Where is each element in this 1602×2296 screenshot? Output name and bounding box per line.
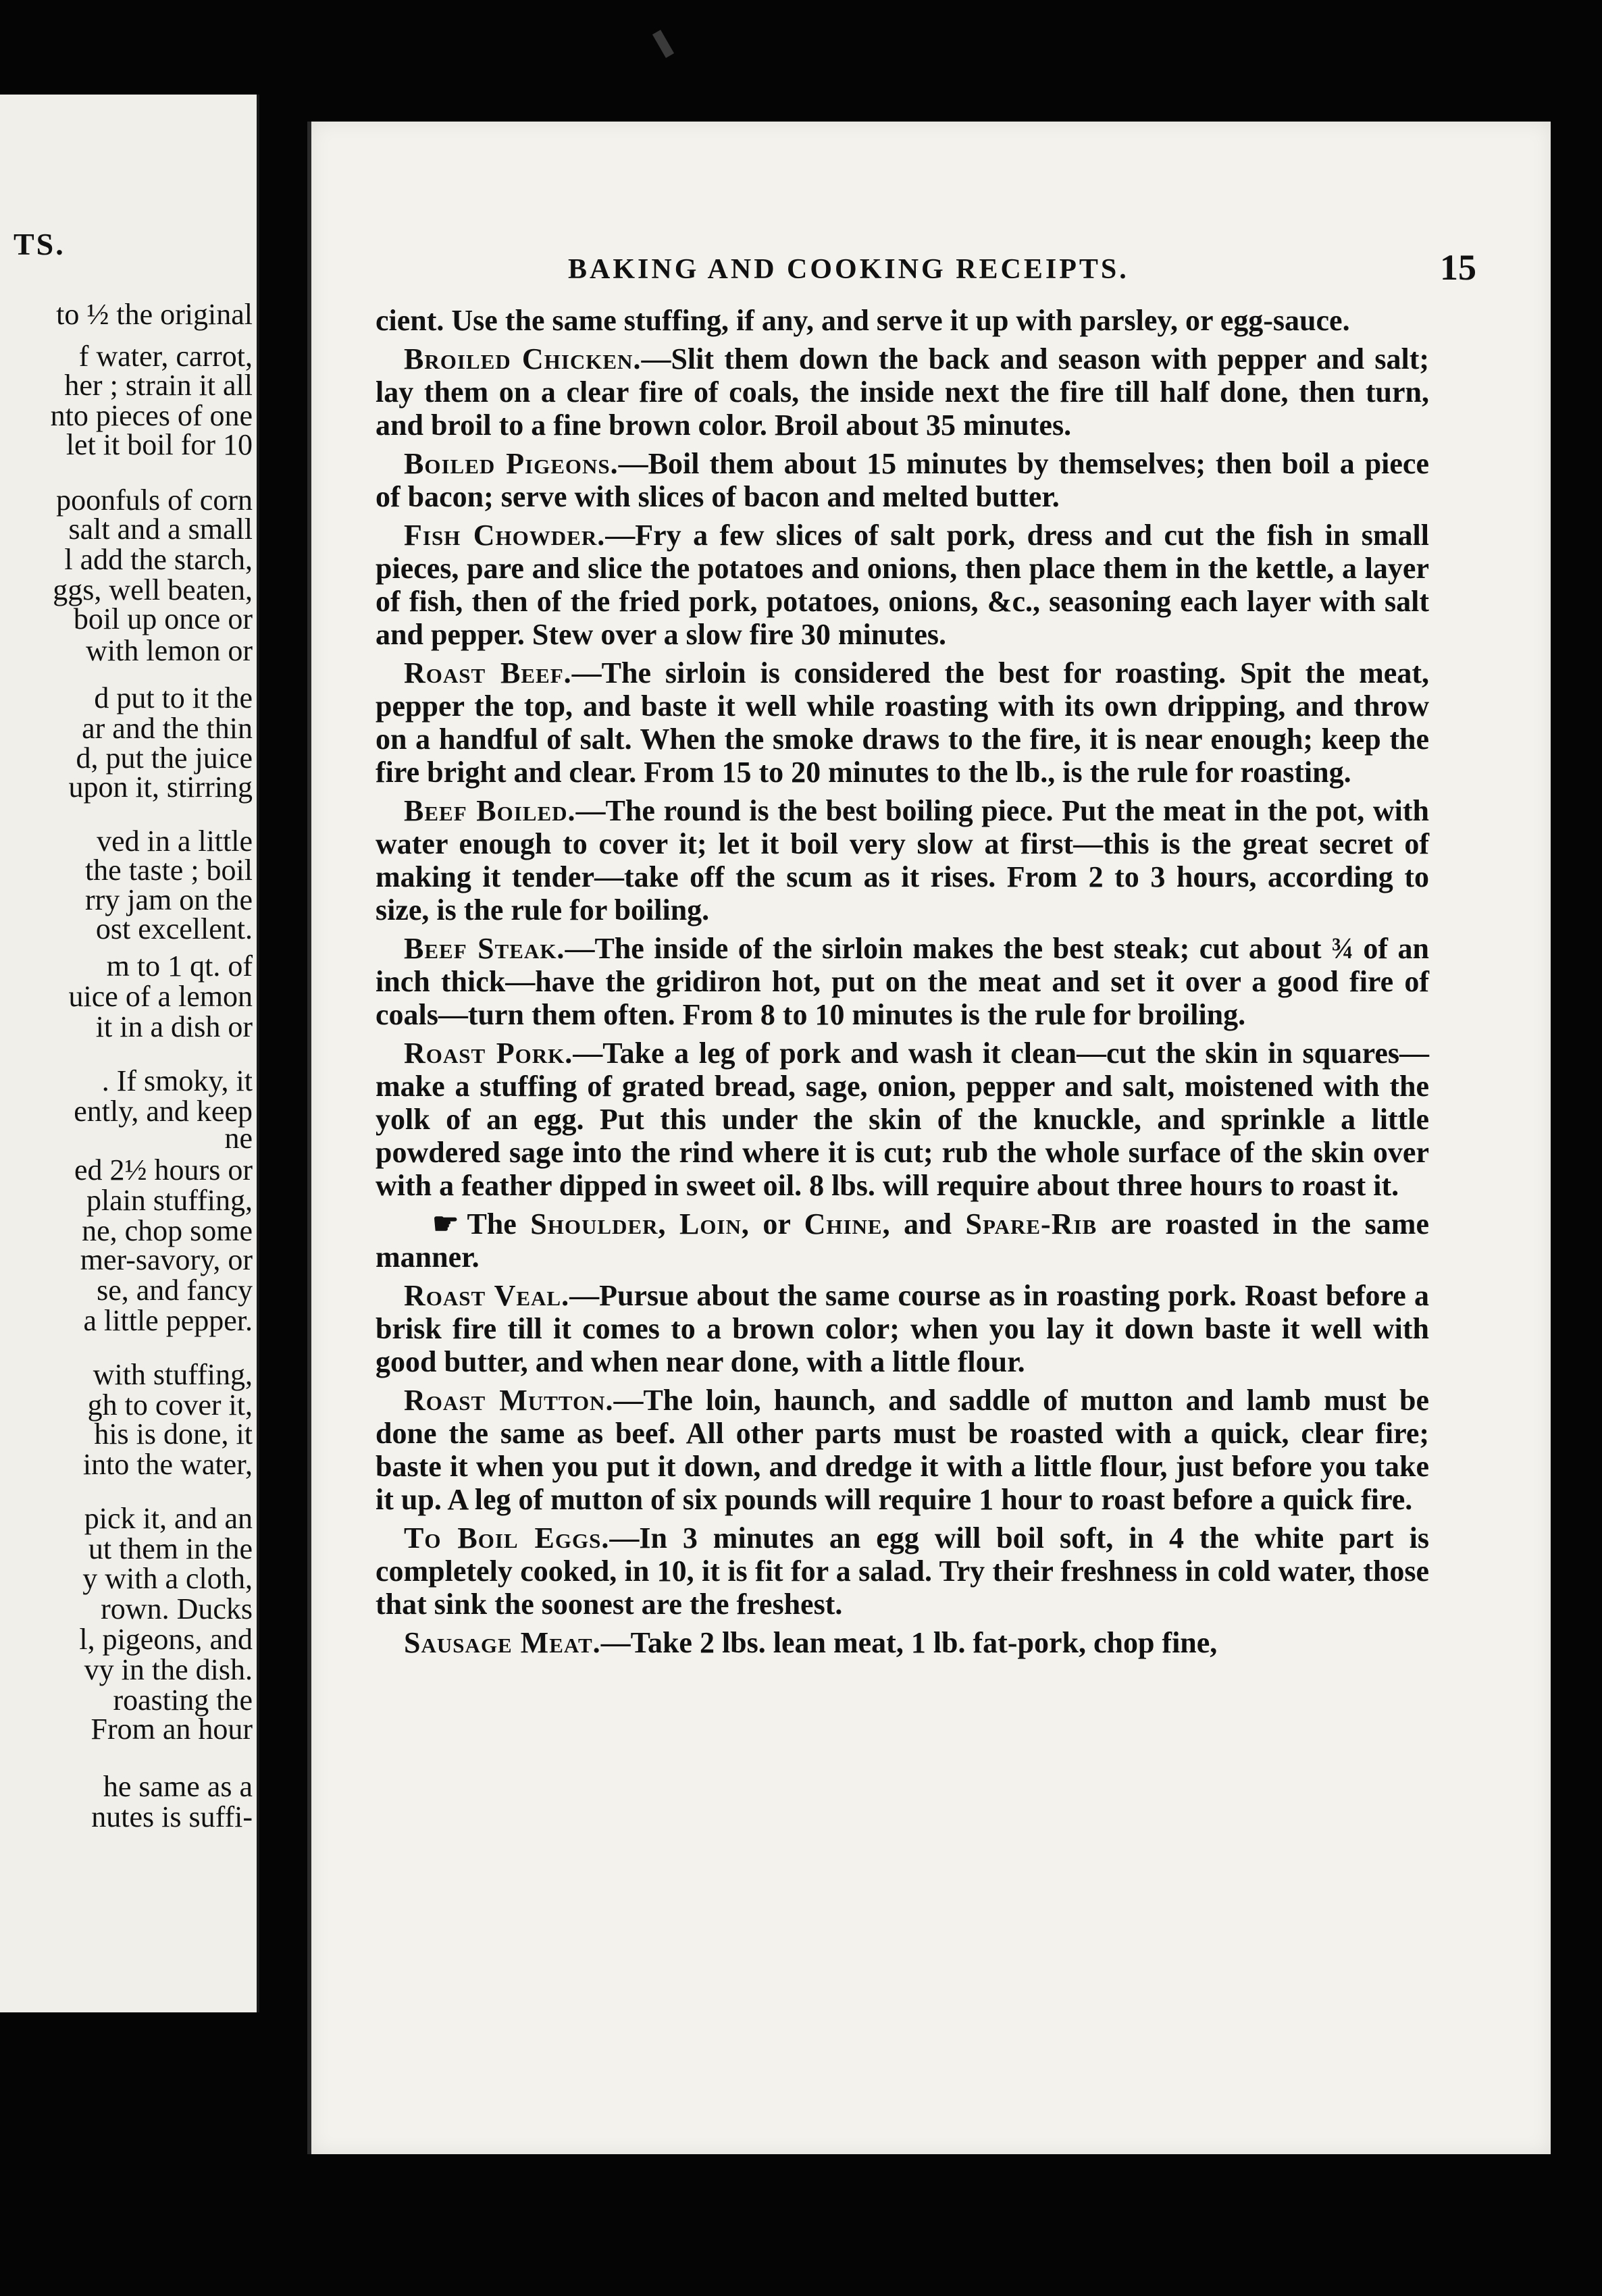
left-page-line: rry jam on the	[84, 883, 253, 916]
left-page-line: ne	[224, 1122, 253, 1155]
recipe-title: Roast Pork.	[404, 1037, 573, 1070]
recipe-body: —Take 2 lbs. lean meat, 1 lb. fat-pork, chop fine,	[600, 1626, 1218, 1659]
recipe-paragraph	[376, 519, 1429, 651]
left-page-line: ved in a little	[97, 825, 253, 858]
note-sep-1: ,	[658, 1207, 679, 1241]
running-head: BAKING AND COOKING RECEIPTS.	[568, 254, 1129, 285]
recipe-title: Sausage Meat.	[404, 1626, 601, 1659]
left-page-line: vy in the dish.	[84, 1653, 253, 1686]
recipe-title: Roast Mutton.	[404, 1384, 614, 1417]
left-page-line: ar and the thin	[82, 712, 253, 745]
recipe-title: Fish Chowder.	[404, 519, 606, 552]
recipe-body: —The loin, haunch, and saddle of mutton and lamb must be done the same as beef. All other parts must be roasted with a quick, clear fire; baste it when you put it down, and dredge it with a little flour, just before you take it up. A leg of mutton of six pounds will require 1 hour to roast before a quick fire.	[376, 1384, 1430, 1516]
left-page-line: with stuffing,	[93, 1358, 253, 1391]
recipe-title: Beef Steak.	[404, 932, 565, 965]
left-page-line: . If smoky, it	[101, 1064, 253, 1097]
recipe-paragraph	[376, 1037, 1429, 1202]
page-number: 15	[1440, 247, 1476, 288]
left-page-line: pick it, and an	[84, 1502, 253, 1535]
left-page-line: plain stuffing,	[86, 1184, 253, 1217]
left-page-line: the taste ; boil	[84, 854, 253, 887]
left-page-line: with lemon or	[86, 634, 253, 667]
note-sep-3: , and	[882, 1207, 966, 1241]
left-page-line: se, and fancy	[97, 1274, 253, 1307]
left-page-line: ggs, well beaten,	[53, 573, 253, 606]
recipe-title: To Boil Eggs.	[404, 1521, 610, 1555]
right-page	[307, 122, 1551, 2154]
recipe-title: Roast Veal.	[404, 1279, 570, 1312]
left-page-line: nto pieces of one	[50, 399, 253, 432]
left-page-line: salt and a small	[68, 513, 253, 546]
recipe-paragraph	[376, 1279, 1429, 1378]
recipe-body: —The inside of the sirloin makes the best steak; cut about ¾ of an inch thick—have the gridiron hot, put on the meat and set it over a good fire of coals—turn them often. From 8 to 10 minutes is the rule for broiling.	[376, 932, 1429, 1031]
pointing-hand-icon: ☛	[432, 1207, 459, 1241]
left-page-line: l add the starch,	[64, 543, 253, 576]
left-page-line: it in a dish or	[95, 1010, 253, 1043]
left-page-line: a little pepper.	[83, 1304, 253, 1337]
left-page-line: into the water,	[82, 1448, 253, 1481]
recipe-body: —In 3 minutes an egg will boil soft, in 4 the white part is completely cooked, in 10, it is fit for a salad. Try their freshness in cold water, those that sink the soonest are the freshest.	[376, 1521, 1429, 1621]
note-cut-spare-rib: Spare-Rib	[965, 1207, 1097, 1241]
left-page-line: From an hour	[91, 1713, 253, 1746]
recipes-section-2	[376, 1279, 1429, 1659]
recipe-paragraph	[376, 656, 1429, 789]
left-page-line: d put to it the	[94, 681, 253, 714]
recipes-section-1	[376, 342, 1429, 1202]
recipe-paragraph	[376, 1626, 1429, 1659]
note-cut-shoulder: Shoulder	[530, 1207, 658, 1241]
note-cut-chine: Chine	[804, 1207, 883, 1241]
left-page-line: mer-savory, or	[80, 1243, 253, 1276]
left-page-line: ently, and keep	[74, 1095, 253, 1128]
left-page-line: roasting the	[113, 1684, 253, 1717]
note-paragraph	[376, 1207, 1429, 1274]
note-prefix: The	[467, 1207, 531, 1241]
recipe-body: —The round is the best boiling piece. Put the meat in the pot, with water enough to cover it; let it boil very slow at first—this is the great secret of making it tender—take off the scum as it rises. From 2 to 3 hours, according to size, is the rule for boiling.	[376, 794, 1430, 927]
recipe-body: —Boil them about 15 minutes by themselves; then boil a piece of bacon; serve with slices of bacon and melted butter.	[376, 447, 1429, 513]
left-page-heading: TS.	[14, 227, 66, 261]
left-page-line: upon it, stirring	[68, 771, 253, 804]
left-page-line: ost excellent.	[95, 912, 253, 945]
left-page-line: m to 1 qt. of	[106, 949, 253, 983]
recipe-title: Broiled Chicken.	[404, 342, 642, 375]
note-sep-2: , or	[741, 1207, 804, 1241]
recipe-paragraph	[376, 932, 1429, 1031]
left-page-line: poonfuls of corn	[56, 484, 253, 517]
recipe-body: —Fry a few slices of salt pork, dress and cut the fish in small pieces, pare and slice the potatoes and onions, then place them in the kettle, a layer of fish, then of the fried pork, potatoes, onions, &c., seasoning each layer with salt and pepper. Stew over a slow fire 30 minutes.	[376, 519, 1429, 651]
left-page-line: ne, chop some	[82, 1214, 253, 1247]
left-page-line: y with a cloth,	[82, 1562, 253, 1595]
opening-paragraph: cient. Use the same stuffing, if any, and serve it up with parsley, or egg-sauce.	[376, 304, 1350, 337]
recipe-paragraph	[376, 447, 1429, 513]
left-page-line: her ; strain it all	[64, 369, 253, 402]
recipe-title: Roast Beef.	[404, 656, 572, 689]
left-page-line: let it boil for 10	[66, 428, 253, 461]
left-page-line: boil up once or	[73, 602, 253, 635]
scan-artifact-mark	[652, 30, 674, 58]
left-page-line: d, put the juice	[76, 741, 253, 775]
recipe-text-block	[376, 304, 1429, 1665]
note-cut-loin: Loin	[679, 1207, 742, 1241]
left-page-line: ut them in the	[88, 1532, 253, 1565]
left-page-line: he same as a	[103, 1770, 253, 1803]
left-page-line: uice of a lemon	[68, 980, 253, 1013]
recipe-paragraph	[376, 1521, 1429, 1621]
recipe-title: Boiled Pigeons.	[404, 447, 619, 480]
left-page-line: rown. Ducks	[101, 1592, 253, 1625]
left-page-line: his is done, it	[94, 1417, 253, 1451]
recipe-body: —The sirloin is considered the best for roasting. Spit the meat, pepper the top, and baste it well while roasting with its own dripping, and throw on a handful of salt. When the smoke draws to the fire, it is near enough; keep the fire bright and clear. From 15 to 20 minutes to the lb., is the rule for roasting.	[376, 656, 1429, 789]
recipe-body: —Slit them down the back and season with pepper and salt; lay them on a clear fire of coals, the inside next the fire till half done, then turn, and broil to a fine brown color. Broil about 35 minutes.	[376, 342, 1430, 442]
recipe-body: —Take a leg of pork and wash it clean—cut the skin in squares—make a stuffing of grated bread, sage, onion, pepper and salt, moistened with the yolk of an egg. Put this under the skin of the knuckle, and sprinkle a little powdered sage into the rind where it is cut; rub the whole surface of the skin over with a feather dipped in sweet oil. 8 lbs. will require about three hours to roast it.	[376, 1037, 1429, 1202]
recipe-paragraph	[376, 794, 1429, 927]
left-page-line: gh to cover it,	[87, 1388, 253, 1421]
left-page-line: ed 2½ hours or	[74, 1153, 253, 1186]
note-suffix: are roasted in the same manner.	[376, 1207, 1429, 1274]
left-page-line: to ½ the original	[56, 298, 253, 331]
recipe-title: Beef Boiled.	[404, 794, 576, 827]
recipe-paragraph	[376, 342, 1429, 442]
recipe-body: —Pursue about the same course as in roasting pork. Roast before a brisk fire till it comes to a brown color; when you lay it down baste it well with good butter, and when near done, with a little flour.	[376, 1279, 1429, 1378]
recipe-paragraph	[376, 1384, 1429, 1516]
left-page-fragment	[0, 95, 259, 2012]
left-page-line: f water, carrot,	[78, 340, 253, 373]
left-page-line: nutes is suffi-	[91, 1800, 253, 1833]
left-page-line: l, pigeons, and	[79, 1623, 253, 1656]
